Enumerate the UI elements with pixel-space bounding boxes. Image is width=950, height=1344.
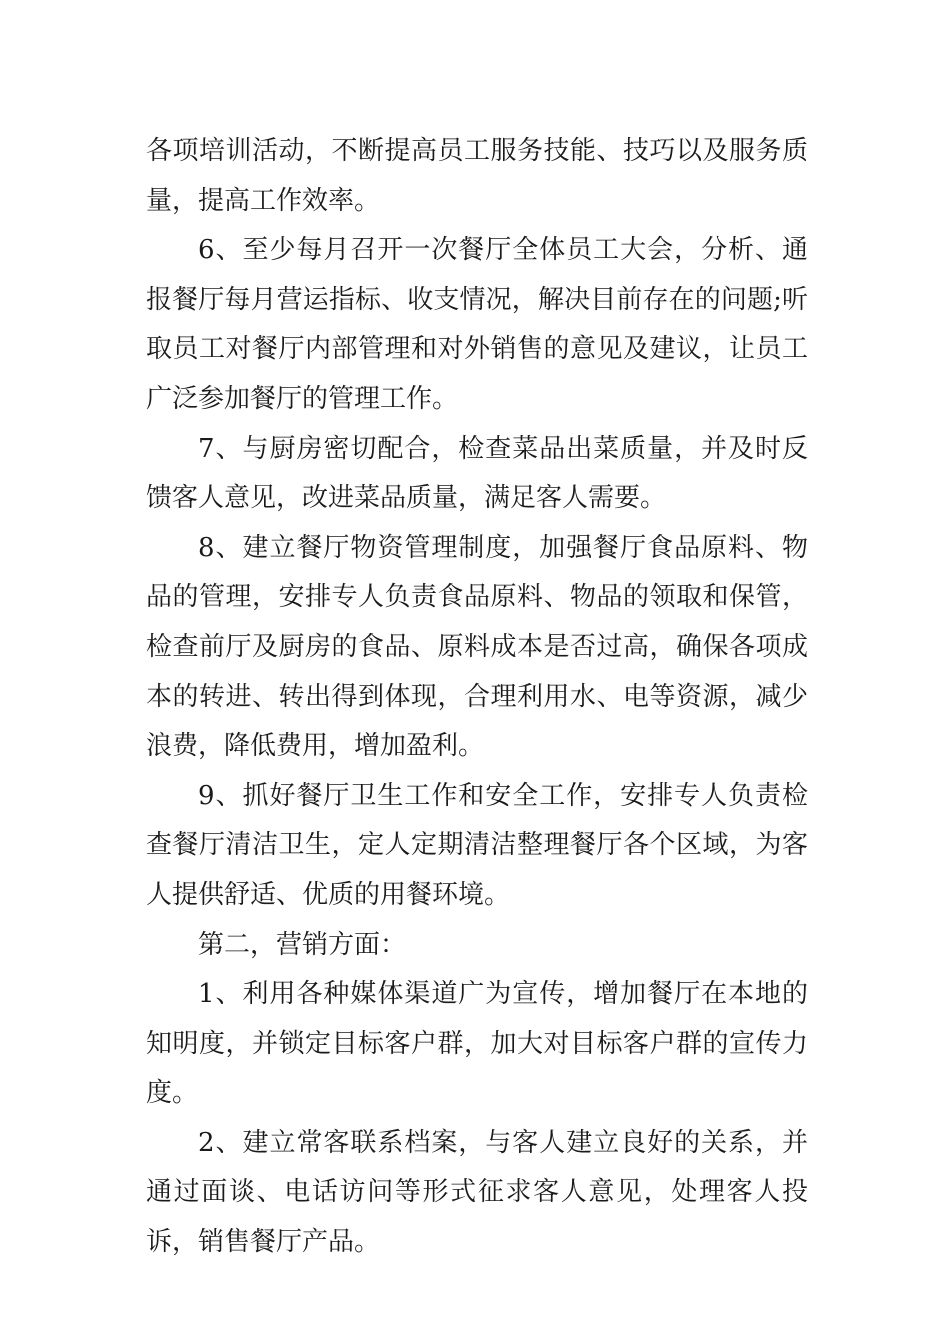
- paragraph-item-6-staff-meeting: 6、至少每月召开一次餐厅全体员工大会，分析、通报餐厅每月营运指标、收支情况，解决目前存在的问题;听取员工对餐厅内部管理和对外销售的意见及建议，让员工广泛参加餐厅的管理工作。: [146, 235, 808, 414]
- paragraph-item-8-materials-management: 8、建立餐厅物资管理制度，加强餐厅食品原料、物品的管理，安排专人负责食品原料、物品的领取和保管，检查前厅及厨房的食品、原料成本是否过高，确保各项成本的转进、转出得到体现，合理利用水、电等资源，减少浪费，降低费用，增加盈利。: [146, 532, 808, 762]
- paragraph-marketing-item-2: 2、建立常客联系档案，与客人建立良好的关系，并通过面谈、电话访问等形式征求客人意见，处理客人投诉，销售餐厅产品。: [146, 1127, 808, 1258]
- paragraph-training-continued: 各项培训活动，不断提高员工服务技能、技巧以及服务质量，提高工作效率。: [146, 136, 808, 216]
- section-heading-marketing: 第二，营销方面：: [198, 929, 407, 960]
- paragraph-item-7-kitchen-cooperation: 7、与厨房密切配合，检查菜品出菜质量，并及时反馈客人意见，改进菜品质量，满足客人需要。: [146, 433, 808, 514]
- paragraph-marketing-item-1: 1、利用各种媒体渠道广为宣传，增加餐厅在本地的知明度，并锁定目标客户群，加大对目标客户群的宣传力度。: [146, 979, 808, 1109]
- paragraph-item-9-hygiene-safety: 9、抓好餐厅卫生工作和安全工作，安排专人负责检查餐厅清洁卫生，定人定期清洁整理餐厅各个区域，为客人提供舒适、优质的用餐环境。: [146, 780, 808, 910]
- document-body: [146, 127, 808, 1268]
